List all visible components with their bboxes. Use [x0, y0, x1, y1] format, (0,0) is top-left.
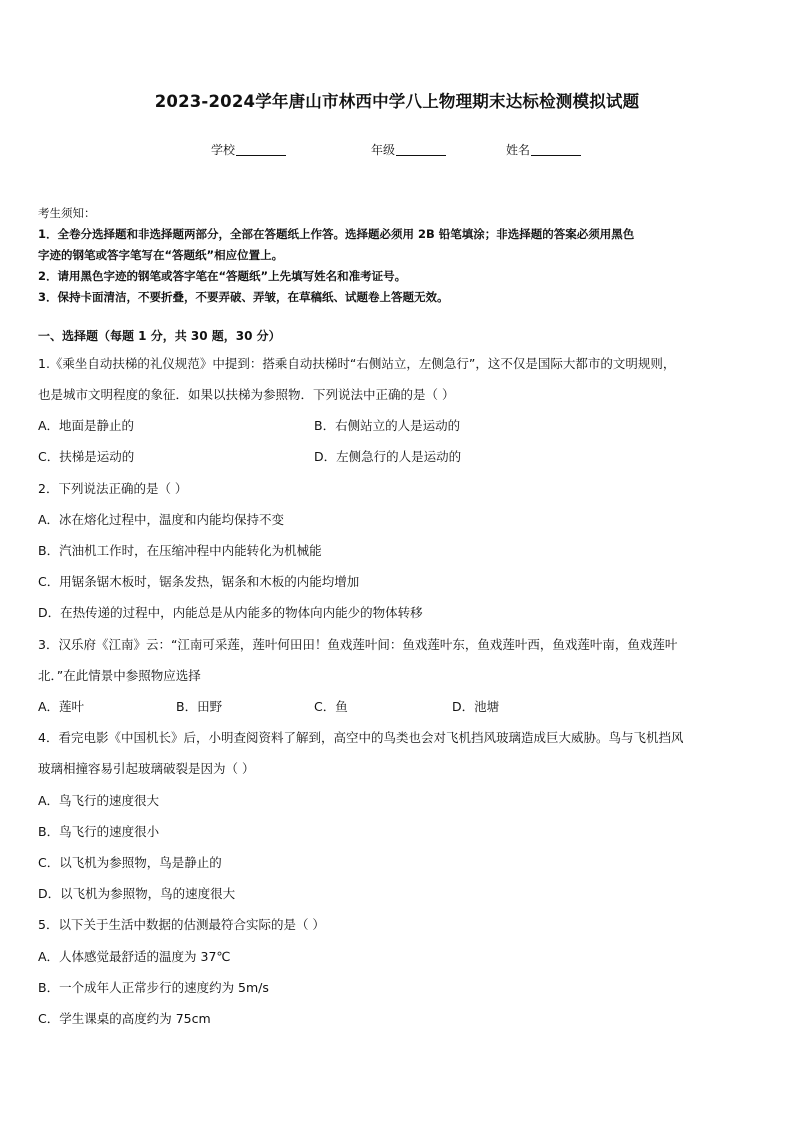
notice-item-1b: 字迹的钢笔或答字笔写在“答题纸”相应位置上。 [38, 248, 284, 262]
notice-item-1a: 1．全卷分选择题和非选择题两部分，全部在答题纸上作答。选择题必须用 2B 铅笔填涂；非选择题的答案必须用黑色 [38, 227, 635, 241]
question-5-option-a: A．人体感觉最舒适的温度为 37℃ [38, 949, 231, 964]
question-3-option-d: D．池塘 [452, 699, 500, 714]
question-3-line-1: 3．汉乐府《江南》云：“江南可采莲，莲叶何田田！鱼戏莲叶间：鱼戏莲叶东，鱼戏莲叶西，鱼戏莲叶南，鱼戏莲叶 [38, 637, 678, 652]
question-2-option-d: D．在热传递的过程中，内能总是从内能多的物体向内能少的物体转移 [38, 605, 423, 620]
question-1-line-1: 1.《乘坐自动扶梯的礼仪规范》中提到：搭乘自动扶梯时“右侧站立，左侧急行”，这不仅是国际大都市的文明规则， [38, 356, 676, 371]
question-2-option-b: B．汽油机工作时，在压缩冲程中内能转化为机械能 [38, 543, 322, 558]
question-4-option-d: D．以飞机为参照物，鸟的速度很大 [38, 886, 236, 901]
notice-heading: 考生须知： [38, 206, 96, 220]
question-5-option-b: B．一个成年人正常步行的速度约为 5m/s [38, 980, 269, 995]
question-3-line-2: 北．”在此情景中参照物应选择 [38, 668, 201, 683]
question-5-stem: 5．以下关于生活中数据的估测最符合实际的是（ ） [38, 917, 325, 932]
name-field[interactable] [506, 141, 581, 158]
exam-title: 2023-2024学年唐山市林西中学八上物理期末达标检测模拟试题 [154, 92, 640, 111]
question-2-option-a: A．冰在熔化过程中，温度和内能均保持不变 [38, 512, 285, 527]
question-1-option-b: B．右侧站立的人是运动的 [314, 418, 461, 433]
question-2-stem: 2．下列说法正确的是（ ） [38, 481, 188, 496]
section-heading: 一、选择题（每题 1 分，共 30 题，30 分） [38, 329, 281, 343]
question-4-line-1: 4．看完电影《中国机长》后，小明查阅资料了解到，高空中的鸟类也会对飞机挡风玻璃造成巨大威胁。鸟与飞机挡风 [38, 730, 684, 745]
name-blank[interactable] [531, 143, 581, 156]
school-field[interactable] [211, 141, 286, 158]
name-label: 姓名 [506, 143, 531, 157]
question-1-option-a: A．地面是静止的 [38, 418, 135, 433]
question-4-option-a: A．鸟飞行的速度很大 [38, 793, 160, 808]
question-3-option-a: A．莲叶 [38, 699, 85, 714]
exam-notice [38, 203, 758, 308]
question-1-line-2: 也是城市文明程度的象征．如果以扶梯为参照物．下列说法中正确的是（ ） [38, 387, 455, 402]
question-2-option-c: C．用锯条锯木板时，锯条发热，锯条和木板的内能均增加 [38, 574, 360, 589]
question-4-option-b: B．鸟飞行的速度很小 [38, 824, 160, 839]
question-5-option-c: C．学生课桌的高度约为 75cm [38, 1011, 211, 1026]
school-blank[interactable] [236, 143, 286, 156]
question-3-option-c: C．鱼 [314, 699, 348, 714]
question-3-option-b: B．田野 [176, 699, 223, 714]
question-1-option-d: D．左侧急行的人是运动的 [314, 449, 462, 464]
question-4-line-2: 玻璃相撞容易引起玻璃破裂是因为（ ） [38, 761, 255, 776]
school-label: 学校 [211, 143, 236, 157]
question-1-option-c: C．扶梯是运动的 [38, 449, 135, 464]
notice-item-3: 3．保持卡面清洁，不要折叠，不要弄破、弄皱，在草稿纸、试题卷上答题无效。 [38, 290, 449, 304]
grade-field[interactable] [371, 141, 446, 158]
question-4-option-c: C．以飞机为参照物，鸟是静止的 [38, 855, 222, 870]
grade-blank[interactable] [396, 143, 446, 156]
grade-label: 年级 [371, 143, 396, 157]
notice-item-2: 2．请用黑色字迹的钢笔或答字笔在“答题纸”上先填写姓名和准考证号。 [38, 269, 407, 283]
